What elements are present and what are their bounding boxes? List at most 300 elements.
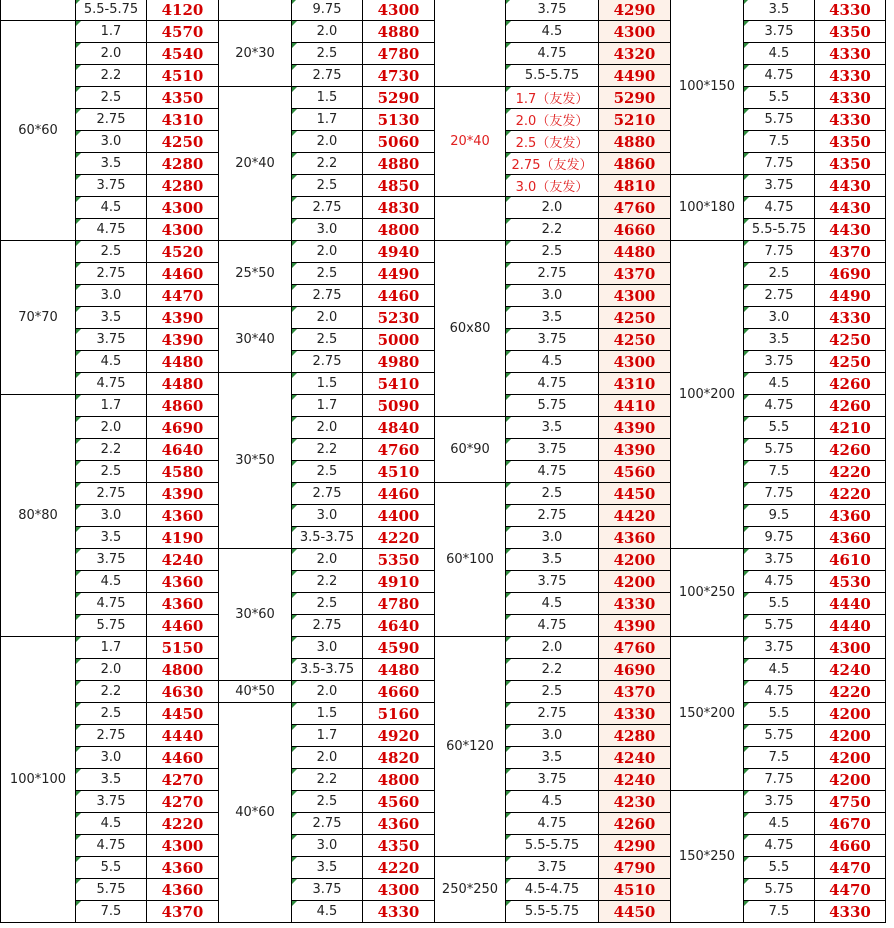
price-cell[interactable]: 4200 xyxy=(815,747,886,769)
price-cell[interactable]: 4350 xyxy=(147,87,219,109)
thickness-cell[interactable]: 4.75 xyxy=(76,373,147,395)
price-cell[interactable]: 4940 xyxy=(363,241,435,263)
price-cell[interactable]: 4220 xyxy=(815,681,886,703)
thickness-cell[interactable]: 4.5 xyxy=(744,813,815,835)
spec-size-cell[interactable]: 60*120 xyxy=(435,637,506,857)
thickness-cell[interactable]: 4.5 xyxy=(76,351,147,373)
price-cell[interactable]: 4660 xyxy=(599,219,671,241)
thickness-cell[interactable]: 1.7 xyxy=(292,725,363,747)
thickness-cell[interactable]: 9.75 xyxy=(744,527,815,549)
thickness-cell[interactable]: 7.75 xyxy=(744,241,815,263)
price-cell[interactable]: 4330 xyxy=(815,87,886,109)
price-cell[interactable]: 4510 xyxy=(363,461,435,483)
price-cell[interactable]: 4290 xyxy=(599,835,671,857)
price-cell[interactable]: 5210 xyxy=(599,109,671,131)
thickness-cell[interactable]: 4.75 xyxy=(506,373,599,395)
price-cell[interactable]: 4280 xyxy=(599,725,671,747)
price-cell[interactable]: 4760 xyxy=(599,637,671,659)
spec-size-cell[interactable]: 30*40 xyxy=(219,307,292,373)
thickness-cell[interactable]: 4.75 xyxy=(744,571,815,593)
price-cell[interactable]: 4910 xyxy=(363,571,435,593)
price-cell[interactable]: 4300 xyxy=(599,351,671,373)
thickness-cell[interactable]: 4.75 xyxy=(744,395,815,417)
price-cell[interactable]: 4200 xyxy=(815,725,886,747)
thickness-cell[interactable]: 3.5 xyxy=(76,153,147,175)
price-cell[interactable]: 4350 xyxy=(815,153,886,175)
thickness-cell[interactable]: 2.0 xyxy=(292,681,363,703)
price-cell[interactable]: 4470 xyxy=(815,879,886,901)
thickness-cell[interactable]: 2.2 xyxy=(76,681,147,703)
spec-size-cell[interactable] xyxy=(1,0,76,21)
thickness-cell[interactable]: 4.5 xyxy=(506,351,599,373)
thickness-cell[interactable]: 2.5 xyxy=(292,43,363,65)
thickness-cell[interactable]: 7.5 xyxy=(744,747,815,769)
thickness-cell[interactable]: 3.75 xyxy=(744,21,815,43)
price-cell[interactable]: 4290 xyxy=(599,0,671,21)
thickness-cell[interactable]: 1.5 xyxy=(292,87,363,109)
price-cell[interactable]: 4580 xyxy=(147,461,219,483)
price-cell[interactable]: 4330 xyxy=(599,593,671,615)
price-cell[interactable]: 4330 xyxy=(815,65,886,87)
thickness-cell[interactable]: 2.75 xyxy=(292,351,363,373)
price-cell[interactable]: 4540 xyxy=(147,43,219,65)
price-cell[interactable]: 4430 xyxy=(815,175,886,197)
thickness-cell[interactable]: 2.0 xyxy=(292,131,363,153)
thickness-cell[interactable]: 5.5-5.75 xyxy=(744,219,815,241)
thickness-cell[interactable]: 3.5 xyxy=(76,769,147,791)
price-cell[interactable]: 4860 xyxy=(599,153,671,175)
spec-size-cell[interactable]: 100*180 xyxy=(671,175,744,241)
price-cell[interactable]: 4240 xyxy=(815,659,886,681)
price-cell[interactable]: 4300 xyxy=(815,637,886,659)
thickness-cell[interactable]: 4.75 xyxy=(76,593,147,615)
spec-size-cell[interactable]: 100*200 xyxy=(671,241,744,549)
thickness-cell[interactable]: 3.75 xyxy=(506,769,599,791)
price-cell[interactable]: 4370 xyxy=(599,681,671,703)
spec-size-cell[interactable]: 60x80 xyxy=(435,241,506,417)
thickness-cell[interactable]: 2.2 xyxy=(506,659,599,681)
thickness-cell[interactable]: 7.5 xyxy=(744,461,815,483)
thickness-cell[interactable]: 2.0 xyxy=(292,21,363,43)
thickness-cell[interactable]: 3.5 xyxy=(506,549,599,571)
thickness-cell[interactable]: 4.5-4.75 xyxy=(506,879,599,901)
price-cell[interactable]: 4790 xyxy=(599,857,671,879)
thickness-cell[interactable]: 3.0 xyxy=(292,219,363,241)
thickness-cell[interactable]: 5.75 xyxy=(76,615,147,637)
price-cell[interactable]: 4450 xyxy=(599,483,671,505)
thickness-cell[interactable]: 3.75 xyxy=(292,879,363,901)
thickness-cell[interactable]: 4.5 xyxy=(506,791,599,813)
thickness-cell[interactable]: 1.7 xyxy=(292,109,363,131)
spec-size-cell[interactable] xyxy=(435,197,506,241)
thickness-cell[interactable]: 7.5 xyxy=(744,901,815,923)
thickness-cell[interactable]: 2.0 xyxy=(292,417,363,439)
thickness-cell[interactable]: 2.5 xyxy=(506,483,599,505)
thickness-cell[interactable]: 4.5 xyxy=(76,197,147,219)
thickness-cell[interactable]: 3.5-3.75 xyxy=(292,527,363,549)
thickness-cell[interactable]: 2.2 xyxy=(292,769,363,791)
thickness-cell[interactable]: 3.75 xyxy=(76,549,147,571)
spec-size-cell[interactable] xyxy=(435,0,506,87)
price-cell[interactable]: 5060 xyxy=(363,131,435,153)
thickness-cell[interactable]: 4.5 xyxy=(744,659,815,681)
thickness-cell[interactable]: 3.0 xyxy=(292,835,363,857)
thickness-cell[interactable]: 3.75 xyxy=(76,175,147,197)
price-cell[interactable]: 4250 xyxy=(599,307,671,329)
thickness-cell[interactable]: 1.5 xyxy=(292,373,363,395)
thickness-cell[interactable]: 2.2 xyxy=(506,219,599,241)
price-cell[interactable]: 4440 xyxy=(147,725,219,747)
spec-size-cell[interactable]: 60*90 xyxy=(435,417,506,483)
price-cell[interactable]: 4200 xyxy=(815,769,886,791)
price-cell[interactable]: 4330 xyxy=(815,901,886,923)
thickness-cell[interactable]: 3.75 xyxy=(76,791,147,813)
price-cell[interactable]: 4480 xyxy=(147,351,219,373)
price-cell[interactable]: 4300 xyxy=(599,21,671,43)
thickness-cell[interactable]: 4.75 xyxy=(744,197,815,219)
price-cell[interactable]: 4260 xyxy=(815,439,886,461)
thickness-cell[interactable]: 4.75 xyxy=(744,835,815,857)
thickness-cell[interactable]: 4.75 xyxy=(506,615,599,637)
price-cell[interactable]: 4660 xyxy=(363,681,435,703)
price-cell[interactable]: 4250 xyxy=(599,329,671,351)
price-cell[interactable]: 4420 xyxy=(599,505,671,527)
thickness-cell[interactable]: 3.5 xyxy=(506,747,599,769)
thickness-cell[interactable]: 2.5 xyxy=(292,263,363,285)
thickness-cell[interactable]: 3.5 xyxy=(76,307,147,329)
thickness-cell[interactable]: 3.75 xyxy=(506,857,599,879)
thickness-cell[interactable]: 3.75 xyxy=(744,175,815,197)
price-cell[interactable]: 4390 xyxy=(147,483,219,505)
price-cell[interactable]: 4300 xyxy=(363,879,435,901)
thickness-cell[interactable]: 2.0 xyxy=(292,241,363,263)
price-cell[interactable]: 4360 xyxy=(147,593,219,615)
price-cell[interactable]: 4690 xyxy=(599,659,671,681)
thickness-cell[interactable]: 4.5 xyxy=(76,571,147,593)
price-cell[interactable]: 4660 xyxy=(815,835,886,857)
price-cell[interactable]: 4300 xyxy=(599,285,671,307)
thickness-cell[interactable]: 1.7 xyxy=(292,395,363,417)
thickness-cell[interactable]: 2.5 xyxy=(76,703,147,725)
thickness-cell[interactable]: 4.75 xyxy=(506,461,599,483)
thickness-cell[interactable]: 3.5 xyxy=(744,0,815,21)
thickness-cell[interactable]: 2.5 xyxy=(76,241,147,263)
thickness-cell[interactable]: 4.75 xyxy=(76,835,147,857)
thickness-cell[interactable]: 2.75 xyxy=(292,813,363,835)
thickness-cell[interactable]: 1.7 xyxy=(76,637,147,659)
thickness-cell[interactable]: 2.75 xyxy=(76,725,147,747)
thickness-cell[interactable]: 2.75 xyxy=(292,65,363,87)
thickness-cell[interactable]: 5.5 xyxy=(744,593,815,615)
price-cell[interactable]: 4390 xyxy=(599,615,671,637)
spec-size-cell[interactable]: 100*150 xyxy=(671,0,744,175)
thickness-cell[interactable]: 3.5 xyxy=(744,329,815,351)
thickness-cell[interactable]: 2.75 xyxy=(506,703,599,725)
price-cell[interactable]: 4220 xyxy=(815,461,886,483)
thickness-cell[interactable]: 5.75 xyxy=(744,879,815,901)
spec-size-cell[interactable] xyxy=(219,0,292,21)
price-cell[interactable]: 4440 xyxy=(815,615,886,637)
thickness-cell[interactable]: 2.0 xyxy=(506,637,599,659)
price-cell[interactable]: 4270 xyxy=(147,791,219,813)
price-cell[interactable]: 4210 xyxy=(815,417,886,439)
thickness-cell[interactable]: 2.2 xyxy=(292,153,363,175)
spec-size-cell[interactable]: 40*60 xyxy=(219,703,292,923)
thickness-cell[interactable]: 2.5 xyxy=(292,593,363,615)
thickness-cell[interactable]: 4.75 xyxy=(506,43,599,65)
thickness-cell[interactable]: 2.0 xyxy=(76,417,147,439)
thickness-cell[interactable]: 2.0 xyxy=(506,197,599,219)
price-cell[interactable]: 4780 xyxy=(363,593,435,615)
thickness-cell[interactable]: 3.5 xyxy=(76,527,147,549)
thickness-cell[interactable]: 4.5 xyxy=(744,373,815,395)
thickness-cell[interactable]: 3.5-3.75 xyxy=(292,659,363,681)
price-cell[interactable]: 4690 xyxy=(147,417,219,439)
price-cell[interactable]: 4260 xyxy=(815,395,886,417)
price-cell[interactable]: 4370 xyxy=(599,263,671,285)
price-cell[interactable]: 4390 xyxy=(147,307,219,329)
thickness-cell[interactable]: 3.75 xyxy=(744,351,815,373)
price-cell[interactable]: 4120 xyxy=(147,0,219,21)
spec-size-cell[interactable]: 30*60 xyxy=(219,549,292,681)
thickness-cell[interactable]: 5.5 xyxy=(744,857,815,879)
thickness-cell[interactable]: 2.0（友发） xyxy=(506,109,599,131)
price-cell[interactable]: 4360 xyxy=(147,857,219,879)
price-cell[interactable]: 4430 xyxy=(815,197,886,219)
thickness-cell[interactable]: 2.5 xyxy=(76,87,147,109)
price-cell[interactable]: 4310 xyxy=(599,373,671,395)
price-cell[interactable]: 4880 xyxy=(363,153,435,175)
price-cell[interactable]: 4470 xyxy=(147,285,219,307)
thickness-cell[interactable]: 1.7 xyxy=(76,21,147,43)
price-cell[interactable]: 4800 xyxy=(363,219,435,241)
thickness-cell[interactable]: 7.5 xyxy=(76,901,147,923)
thickness-cell[interactable]: 5.5-5.75 xyxy=(76,0,147,21)
spec-size-cell[interactable]: 60*100 xyxy=(435,483,506,637)
thickness-cell[interactable]: 1.7 xyxy=(76,395,147,417)
thickness-cell[interactable]: 4.5 xyxy=(76,813,147,835)
thickness-cell[interactable]: 3.75 xyxy=(76,329,147,351)
price-cell[interactable]: 4300 xyxy=(147,219,219,241)
thickness-cell[interactable]: 3.0 xyxy=(744,307,815,329)
price-cell[interactable]: 4320 xyxy=(599,43,671,65)
thickness-cell[interactable]: 2.5（友发） xyxy=(506,131,599,153)
thickness-cell[interactable]: 2.5 xyxy=(744,263,815,285)
price-cell[interactable]: 4430 xyxy=(815,219,886,241)
price-cell[interactable]: 4490 xyxy=(599,65,671,87)
price-cell[interactable]: 4350 xyxy=(815,131,886,153)
thickness-cell[interactable]: 7.75 xyxy=(744,153,815,175)
spec-size-cell[interactable]: 70*70 xyxy=(1,241,76,395)
thickness-cell[interactable]: 2.75 xyxy=(506,263,599,285)
price-cell[interactable]: 4360 xyxy=(147,571,219,593)
thickness-cell[interactable]: 2.75 xyxy=(76,263,147,285)
price-cell[interactable]: 4360 xyxy=(815,505,886,527)
thickness-cell[interactable]: 2.2 xyxy=(76,439,147,461)
price-cell[interactable]: 4920 xyxy=(363,725,435,747)
price-cell[interactable]: 4190 xyxy=(147,527,219,549)
price-cell[interactable]: 4360 xyxy=(815,527,886,549)
thickness-cell[interactable]: 2.5 xyxy=(292,461,363,483)
price-cell[interactable]: 4630 xyxy=(147,681,219,703)
thickness-cell[interactable]: 3.0 xyxy=(76,285,147,307)
price-cell[interactable]: 4300 xyxy=(147,197,219,219)
price-cell[interactable]: 4230 xyxy=(599,791,671,813)
thickness-cell[interactable]: 4.75 xyxy=(506,813,599,835)
spec-size-cell[interactable]: 150*250 xyxy=(671,791,744,923)
thickness-cell[interactable]: 3.0 xyxy=(76,747,147,769)
price-cell[interactable]: 4810 xyxy=(599,175,671,197)
price-cell[interactable]: 4560 xyxy=(599,461,671,483)
price-cell[interactable]: 5000 xyxy=(363,329,435,351)
price-cell[interactable]: 4590 xyxy=(363,637,435,659)
price-cell[interactable]: 4570 xyxy=(147,21,219,43)
thickness-cell[interactable]: 2.75 xyxy=(292,615,363,637)
price-cell[interactable]: 4830 xyxy=(363,197,435,219)
price-cell[interactable]: 4480 xyxy=(363,659,435,681)
thickness-cell[interactable]: 1.5 xyxy=(292,703,363,725)
price-cell[interactable]: 4880 xyxy=(599,131,671,153)
thickness-cell[interactable]: 3.75 xyxy=(506,0,599,21)
thickness-cell[interactable]: 2.75（友发） xyxy=(506,153,599,175)
price-cell[interactable]: 4510 xyxy=(599,879,671,901)
price-cell[interactable]: 4450 xyxy=(147,703,219,725)
thickness-cell[interactable]: 1.7（友发） xyxy=(506,87,599,109)
price-cell[interactable]: 4840 xyxy=(363,417,435,439)
thickness-cell[interactable]: 3.5 xyxy=(506,307,599,329)
thickness-cell[interactable]: 2.0 xyxy=(292,747,363,769)
price-cell[interactable]: 4390 xyxy=(599,417,671,439)
price-cell[interactable]: 4640 xyxy=(147,439,219,461)
thickness-cell[interactable]: 2.75 xyxy=(76,483,147,505)
thickness-cell[interactable]: 3.75 xyxy=(744,549,815,571)
price-cell[interactable]: 4510 xyxy=(147,65,219,87)
spec-size-cell[interactable]: 80*80 xyxy=(1,395,76,637)
price-cell[interactable]: 4560 xyxy=(363,791,435,813)
thickness-cell[interactable]: 5.5-5.75 xyxy=(506,901,599,923)
thickness-cell[interactable]: 2.75 xyxy=(744,285,815,307)
price-cell[interactable]: 4520 xyxy=(147,241,219,263)
spec-size-cell[interactable]: 20*40 xyxy=(435,87,506,197)
thickness-cell[interactable]: 2.0 xyxy=(292,307,363,329)
thickness-cell[interactable]: 5.75 xyxy=(76,879,147,901)
price-cell[interactable]: 4330 xyxy=(363,901,435,923)
thickness-cell[interactable]: 3.0（友发） xyxy=(506,175,599,197)
price-cell[interactable]: 4800 xyxy=(363,769,435,791)
thickness-cell[interactable]: 3.0 xyxy=(76,505,147,527)
price-cell[interactable]: 4490 xyxy=(815,285,886,307)
spec-size-cell[interactable]: 40*50 xyxy=(219,681,292,703)
thickness-cell[interactable]: 5.75 xyxy=(744,725,815,747)
thickness-cell[interactable]: 2.2 xyxy=(292,571,363,593)
price-cell[interactable]: 4820 xyxy=(363,747,435,769)
thickness-cell[interactable]: 2.5 xyxy=(292,329,363,351)
thickness-cell[interactable]: 3.75 xyxy=(506,571,599,593)
thickness-cell[interactable]: 3.75 xyxy=(506,439,599,461)
price-cell[interactable]: 4750 xyxy=(815,791,886,813)
spec-size-cell[interactable]: 100*250 xyxy=(671,549,744,637)
thickness-cell[interactable]: 3.5 xyxy=(506,417,599,439)
price-cell[interactable]: 4300 xyxy=(147,835,219,857)
price-cell[interactable]: 4800 xyxy=(147,659,219,681)
price-cell[interactable]: 4400 xyxy=(363,505,435,527)
price-cell[interactable]: 4200 xyxy=(599,549,671,571)
price-cell[interactable]: 4760 xyxy=(599,197,671,219)
price-cell[interactable]: 4360 xyxy=(363,813,435,835)
price-cell[interactable]: 5230 xyxy=(363,307,435,329)
price-cell[interactable]: 4610 xyxy=(815,549,886,571)
thickness-cell[interactable]: 4.75 xyxy=(744,681,815,703)
price-cell[interactable]: 4250 xyxy=(815,329,886,351)
price-cell[interactable]: 4460 xyxy=(363,483,435,505)
thickness-cell[interactable]: 2.5 xyxy=(506,681,599,703)
thickness-cell[interactable]: 5.5-5.75 xyxy=(506,65,599,87)
spec-size-cell[interactable]: 250*250 xyxy=(435,857,506,923)
thickness-cell[interactable]: 5.75 xyxy=(744,109,815,131)
price-cell[interactable]: 4860 xyxy=(147,395,219,417)
thickness-cell[interactable]: 3.0 xyxy=(506,285,599,307)
price-cell[interactable]: 5290 xyxy=(599,87,671,109)
price-cell[interactable]: 4220 xyxy=(147,813,219,835)
price-cell[interactable]: 5090 xyxy=(363,395,435,417)
price-cell[interactable]: 4280 xyxy=(147,153,219,175)
price-cell[interactable]: 4330 xyxy=(815,0,886,21)
thickness-cell[interactable]: 2.0 xyxy=(76,43,147,65)
price-cell[interactable]: 4260 xyxy=(815,373,886,395)
price-cell[interactable]: 5410 xyxy=(363,373,435,395)
price-cell[interactable]: 4850 xyxy=(363,175,435,197)
price-cell[interactable]: 4460 xyxy=(147,263,219,285)
thickness-cell[interactable]: 3.0 xyxy=(292,637,363,659)
price-cell[interactable]: 5150 xyxy=(147,637,219,659)
thickness-cell[interactable]: 3.0 xyxy=(292,505,363,527)
thickness-cell[interactable]: 5.5 xyxy=(744,703,815,725)
thickness-cell[interactable]: 3.75 xyxy=(744,791,815,813)
thickness-cell[interactable]: 2.0 xyxy=(76,659,147,681)
price-cell[interactable]: 4460 xyxy=(147,747,219,769)
price-cell[interactable]: 4440 xyxy=(815,593,886,615)
price-cell[interactable]: 4530 xyxy=(815,571,886,593)
thickness-cell[interactable]: 9.75 xyxy=(292,0,363,21)
price-cell[interactable]: 5350 xyxy=(363,549,435,571)
price-cell[interactable]: 4670 xyxy=(815,813,886,835)
price-cell[interactable]: 4470 xyxy=(815,857,886,879)
price-cell[interactable]: 4330 xyxy=(815,43,886,65)
price-cell[interactable]: 5130 xyxy=(363,109,435,131)
price-cell[interactable]: 5290 xyxy=(363,87,435,109)
spec-size-cell[interactable]: 60*60 xyxy=(1,21,76,241)
thickness-cell[interactable]: 4.5 xyxy=(744,43,815,65)
price-cell[interactable]: 4980 xyxy=(363,351,435,373)
price-cell[interactable]: 4450 xyxy=(599,901,671,923)
thickness-cell[interactable]: 4.75 xyxy=(744,65,815,87)
price-cell[interactable]: 4240 xyxy=(599,747,671,769)
price-cell[interactable]: 4640 xyxy=(363,615,435,637)
price-cell[interactable]: 4300 xyxy=(363,0,435,21)
price-cell[interactable]: 4310 xyxy=(147,109,219,131)
thickness-cell[interactable]: 3.5 xyxy=(292,857,363,879)
price-cell[interactable]: 4360 xyxy=(147,879,219,901)
thickness-cell[interactable]: 2.5 xyxy=(506,241,599,263)
thickness-cell[interactable]: 5.5 xyxy=(76,857,147,879)
price-cell[interactable]: 4780 xyxy=(363,43,435,65)
price-cell[interactable]: 4250 xyxy=(147,131,219,153)
thickness-cell[interactable]: 5.5 xyxy=(744,87,815,109)
price-cell[interactable]: 4260 xyxy=(599,813,671,835)
thickness-cell[interactable]: 3.75 xyxy=(506,329,599,351)
thickness-cell[interactable]: 2.5 xyxy=(292,791,363,813)
spec-size-cell[interactable]: 25*50 xyxy=(219,241,292,307)
